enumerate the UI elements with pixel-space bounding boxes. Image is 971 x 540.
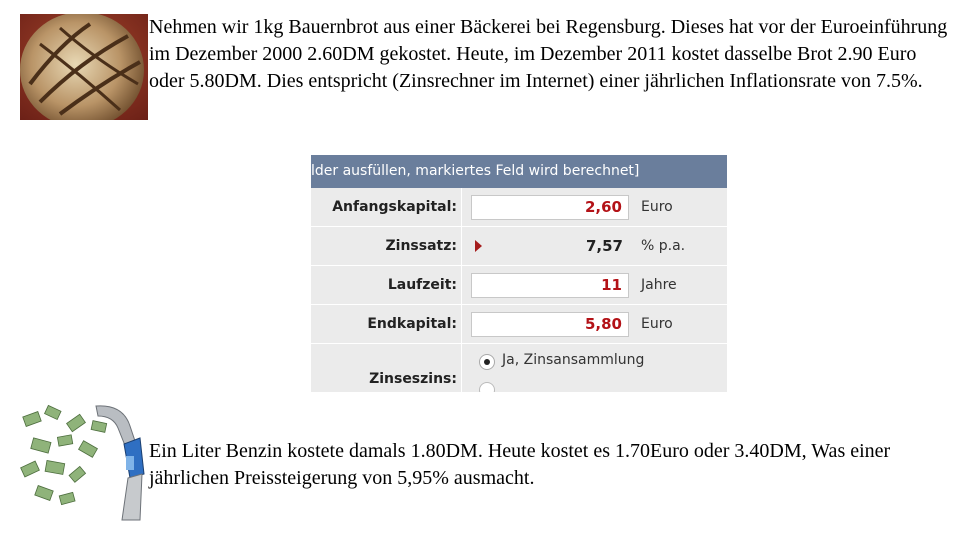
interest-rate-unit: % p.a. — [641, 238, 686, 254]
interest-rate-label: Zinssatz: — [385, 238, 457, 254]
compound-no-radio[interactable] — [479, 382, 495, 392]
final-capital-unit: Euro — [641, 316, 673, 332]
final-capital-input[interactable]: 5,80 — [471, 312, 629, 337]
bread-image — [20, 14, 148, 120]
initial-capital-input[interactable]: 2,60 — [471, 195, 629, 220]
row-compound-interest — [311, 344, 727, 392]
row-duration — [311, 266, 727, 305]
duration-input[interactable]: 11 — [471, 273, 629, 298]
calculator-header: lder ausfüllen, markiertes Feld wird berechnet] — [311, 155, 727, 188]
bread-paragraph: Nehmen wir 1kg Bauernbrot aus einer Bäckerei bei Regensburg. Dieses hat vor der Euroeinführung im Dezember 2000 2.60DM gekostet. Heute, im Dezember 2011 kostet dasselbe Brot 2.90 Euro oder 5.80DM. Dies entspricht (Zinsrechner im Internet) einer jährlichen Inflationsrate von 7.5%. — [149, 16, 948, 92]
fuel-pump-money-image — [18, 404, 148, 522]
compound-yes-label: Ja, Zinsansammlung — [502, 352, 645, 368]
row-initial-capital — [311, 188, 727, 227]
interest-rate-result: 7,57 — [585, 237, 623, 255]
initial-capital-unit: Euro — [641, 199, 673, 215]
compound-yes-radio[interactable] — [479, 354, 495, 370]
row-final-capital — [311, 305, 727, 344]
radio-selected-dot — [484, 359, 490, 365]
interest-calculator — [311, 155, 727, 392]
row-interest-rate — [311, 227, 727, 266]
final-capital-label: Endkapital: — [367, 316, 457, 332]
duration-unit: Jahre — [641, 277, 677, 293]
compound-interest-label: Zinseszins: — [369, 371, 457, 387]
duration-label: Laufzeit: — [387, 277, 457, 293]
fuel-paragraph: Ein Liter Benzin kostete damals 1.80DM. Heute kostet es 1.70Euro oder 3.40DM, Was einer jährlichen Preissteigerung von 5,95% ausmacht. — [149, 440, 891, 489]
initial-capital-label: Anfangskapital: — [332, 199, 457, 215]
